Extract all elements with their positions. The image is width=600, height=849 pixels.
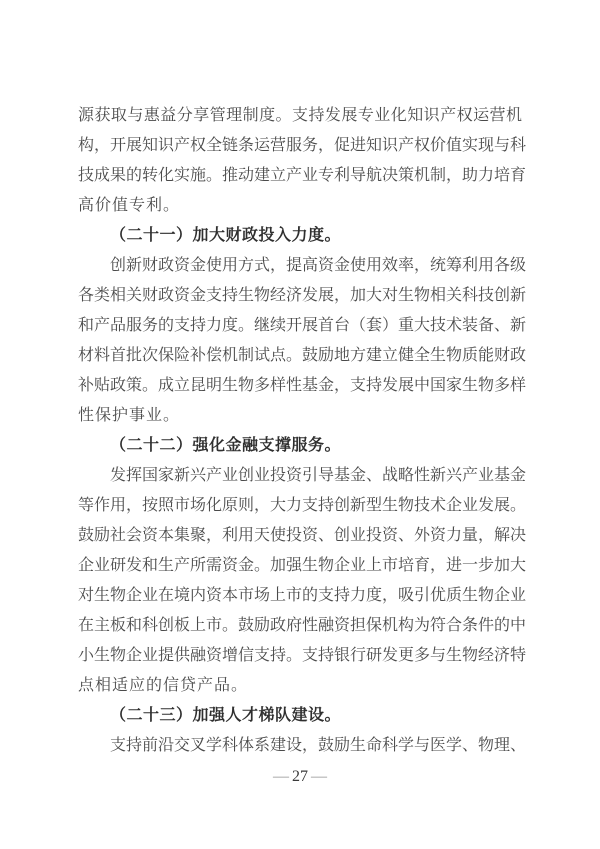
section-heading: （二十三）加强人才梯队建设。	[110, 707, 342, 724]
text-line: 各类相关财政资金支持生物经济发展，加大对生物相关科技创新	[78, 287, 527, 304]
text-line: 高价值专利。	[78, 197, 181, 214]
page-number	[78, 766, 522, 788]
section-heading: （二十二）强化金融支撑服务。	[110, 437, 342, 454]
text-line: 和产品服务的支持力度。继续开展首台（套）重大技术装备、新	[78, 317, 527, 334]
text-line: 创新财政资金使用方式，提高资金使用效率，统筹利用各级	[110, 257, 527, 274]
text-line: 支持前沿交叉学科体系建设，鼓励生命科学与医学、物理、	[110, 737, 527, 754]
page-number-value: 27	[292, 768, 308, 785]
text-line: 构，开展知识产权全链条运营服务，促进知识产权价值实现与科	[78, 137, 527, 154]
text-line: 在主板和科创板上市。鼓励政府性融资担保机构为符合条件的中	[78, 617, 527, 634]
text-line: 发挥国家新兴产业创业投资引导基金、战略性新兴产业基金	[110, 467, 527, 484]
page-number-dash-left: —	[273, 768, 289, 785]
text-line: 源获取与惠益分享管理制度。支持发展专业化知识产权运营机	[78, 107, 522, 124]
text-line: 对生物企业在境内资本市场上市的支持力度，吸引优质生物企业	[78, 587, 527, 604]
text-line: 补贴政策。成立昆明生物多样性基金，支持发展中国家生物多样	[78, 377, 527, 394]
document-body	[78, 101, 527, 761]
text-line: 小生物企业提供融资增信支持。支持银行研发更多与生物经济特	[78, 647, 527, 664]
text-line: 企业研发和生产所需资金。加强生物企业上市培育，进一步加大	[78, 557, 527, 574]
text-line: 技成果的转化实施。推动建立产业专利导航决策机制，助力培育	[78, 167, 527, 184]
section-heading: （二十一）加大财政投入力度。	[110, 227, 342, 244]
text-line: 材料首批次保险补偿机制试点。鼓励地方建立健全生物质能财政	[78, 347, 527, 364]
page-number-dash-right: —	[311, 768, 327, 785]
text-line: 性保护事业。	[78, 407, 181, 424]
text-line: 点相适应的信贷产品。	[78, 677, 249, 694]
text-line: 鼓励社会资本集聚，利用天使投资、创业投资、外资力量，解决	[78, 527, 527, 544]
text-line: 等作用，按照市场化原则，大力支持创新型生物技术企业发展。	[78, 497, 527, 514]
